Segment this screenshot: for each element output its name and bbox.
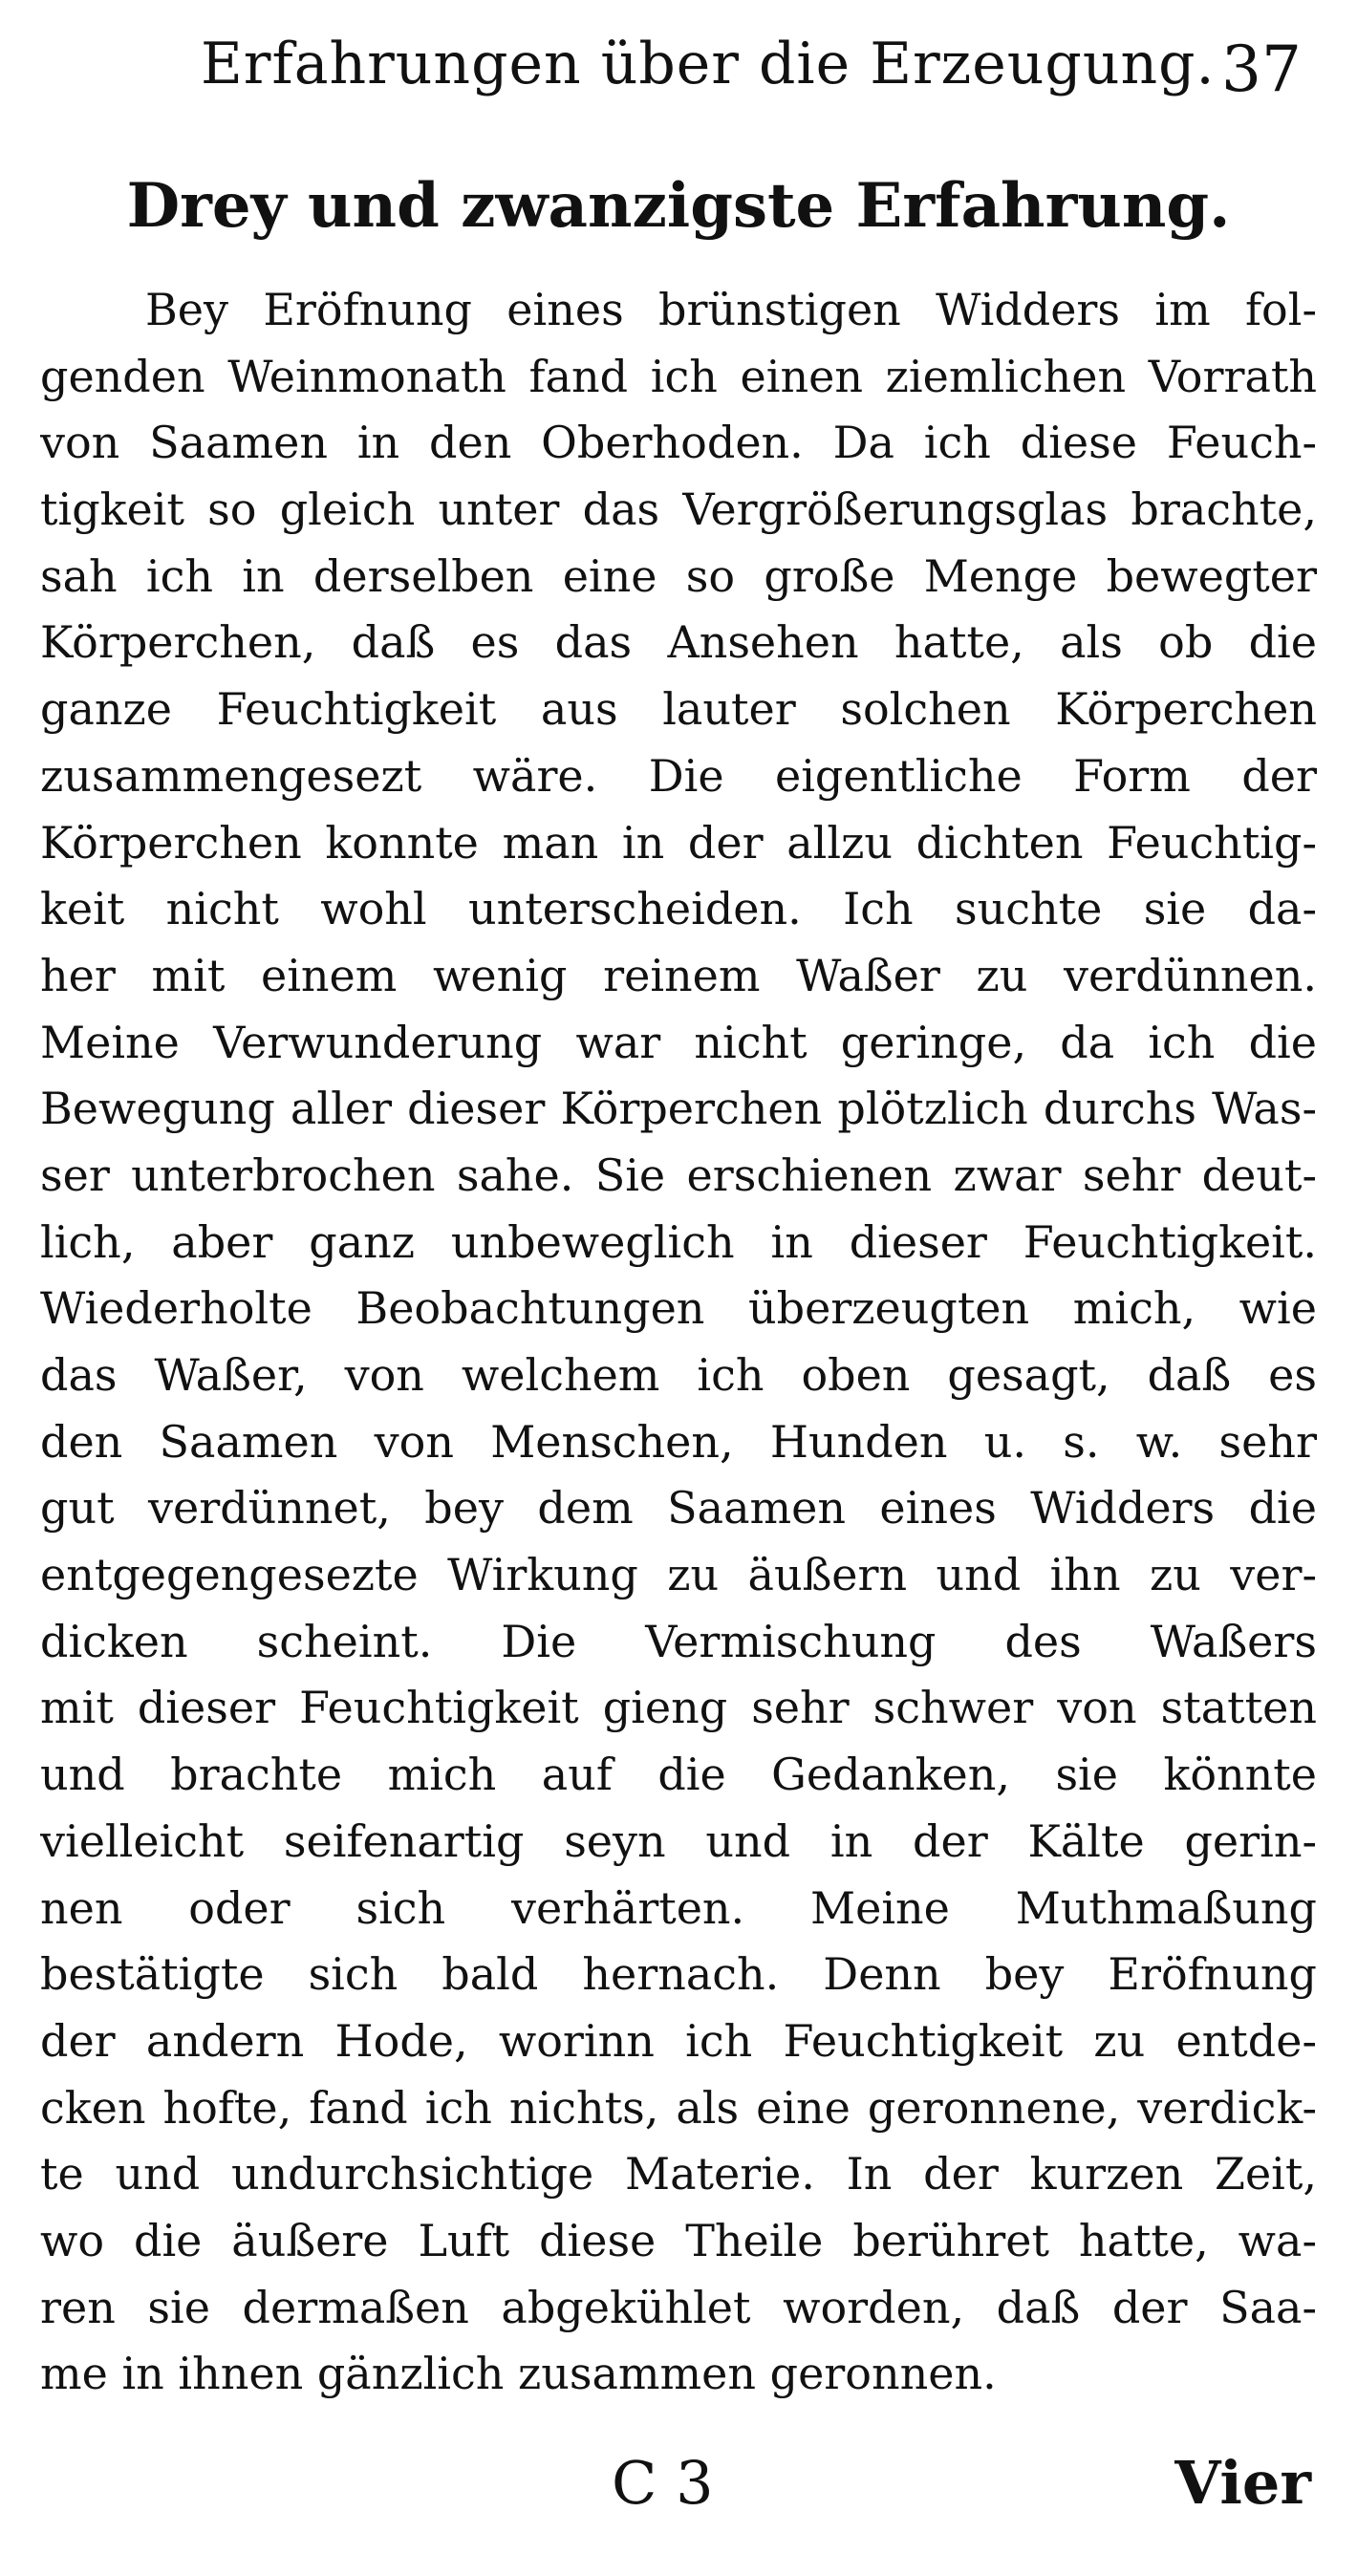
text-line: ganze Feuchtigkeit aus lauter solchen Körperchen: [40, 683, 1317, 736]
text-line: gut verdünnet, bey dem Saamen eines Widders die: [40, 1482, 1317, 1535]
text-line: Körperchen, daß es das Ansehen hatte, als ob die: [40, 616, 1317, 669]
text-line: her mit einem wenig reinem Waßer zu verdünnen.: [40, 949, 1317, 1001]
text-line: ser unterbrochen sahe. Sie erschienen zwar sehr deut-: [40, 1148, 1317, 1201]
text-line: cken hofte, fand ich nichts, als eine geronnene, verdick-: [40, 2081, 1317, 2134]
text-line: Bey Eröfnung eines brünstigen Widders im fol-: [145, 284, 1317, 335]
text-line: sah ich in derselben eine so große Menge bewegter: [40, 549, 1317, 602]
text-line: den Saamen von Menschen, Hunden u. s. w. sehr: [40, 1415, 1317, 1468]
text-line: tigkeit so gleich unter das Vergrößerungsglas brachte,: [40, 483, 1317, 536]
text-line: bestätigte sich bald hernach. Denn bey Eröfnung: [40, 1948, 1317, 2001]
text-line: von Saamen in den Oberhoden. Da ich diese Feuch-: [40, 417, 1317, 469]
catchword: Vier: [1174, 2448, 1311, 2518]
running-title: Erfahrungen über die Erzeugung.: [201, 31, 1216, 97]
text-line: wo die äußere Luft diese Theile berühret hatte, wa-: [40, 2214, 1317, 2266]
text-line: me in ihnen gänzlich zusammen geronnen.: [40, 2348, 997, 2400]
page-number: 37: [1221, 32, 1302, 106]
text-line: vielleicht seifenartig seyn und in der Kälte gerin-: [40, 1814, 1317, 1867]
text-line: zusammengesezt wäre. Die eigentliche Form der: [40, 749, 1317, 802]
text-line: ren sie dermaßen abgekühlet worden, daß der Saa-: [40, 2281, 1317, 2333]
signature-mark: C 3: [612, 2448, 714, 2518]
text-line: und brachte mich auf die Gedanken, sie könnte: [40, 1749, 1317, 1801]
text-line: Meine Verwunderung war nicht geringe, da ich die: [40, 1016, 1317, 1068]
text-line: der andern Hode, worinn ich Feuchtigkeit zu entde-: [40, 2014, 1317, 2067]
text-line: lich, aber ganz unbeweglich in dieser Feuchtigkeit.: [40, 1215, 1317, 1268]
text-line: nen oder sich verhärten. Meine Muthmaßung: [40, 1881, 1317, 1934]
text-line: Bewegung aller dieser Körperchen plötzlich durchs Was-: [40, 1083, 1317, 1135]
text-line: genden Weinmonath fand ich einen ziemlichen Vorrath: [40, 350, 1317, 402]
body-paragraph: [40, 277, 1317, 2408]
text-line: te und undurchsichtige Materie. In der kurzen Zeit,: [40, 2148, 1317, 2200]
text-line: Körperchen konnte man in der allzu dichten Feuchtig-: [40, 816, 1317, 869]
text-line: Wiederholte Beobachtungen überzeugten mich, wie: [40, 1282, 1317, 1335]
text-line: mit dieser Feuchtigkeit gieng sehr schwer von statten: [40, 1682, 1317, 1734]
text-line: keit nicht wohl unterscheiden. Ich suchte sie da-: [40, 883, 1317, 935]
text-line: das Waßer, von welchem ich oben gesagt, daß es: [40, 1349, 1317, 1401]
section-heading: Drey und zwanzigste Erfahrung.: [126, 170, 1231, 242]
text-line: entgegengesezte Wirkung zu äußern und ihn zu ver-: [40, 1549, 1317, 1601]
text-line: dicken scheint. Die Vermischung des Waßers: [40, 1615, 1317, 1667]
